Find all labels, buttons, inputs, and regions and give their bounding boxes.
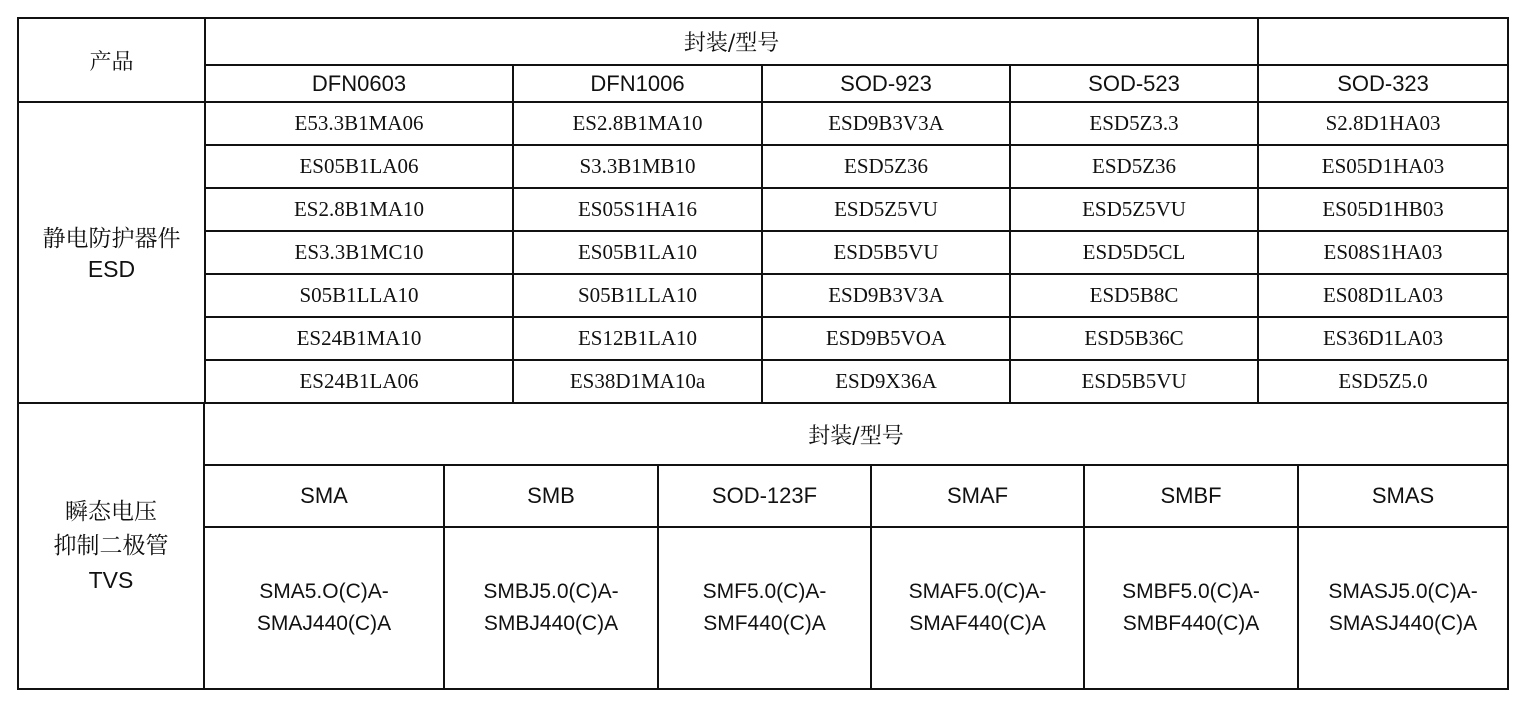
table-cell: ES05D1HA03: [1258, 145, 1508, 188]
tvs-package-header: 封装/型号: [204, 403, 1508, 465]
esd-product-label: [18, 102, 205, 403]
table-cell: E53.3B1MA06: [205, 102, 513, 145]
table-cell: ES05B1LA06: [205, 145, 513, 188]
table-cell: ESD5B36C: [1010, 317, 1258, 360]
esd-table: [17, 17, 1509, 404]
table-cell: S2.8D1HA03: [1258, 102, 1508, 145]
table-cell: ES2.8B1MA10: [513, 102, 762, 145]
esd-product-code: ESD: [87, 256, 136, 282]
model-range-end: SMAJ440(C)A: [256, 612, 392, 635]
model-range-start: SMASJ5.0(C)A-: [1328, 580, 1478, 603]
table-cell: S05B1LLA10: [205, 274, 513, 317]
table-cell: ES2.8B1MA10: [205, 188, 513, 231]
table-cell: ESD5Z5VU: [1010, 188, 1258, 231]
tvs-package-smas: SMAS: [1298, 465, 1508, 527]
model-range-start: SMBF5.0(C)A-: [1122, 580, 1260, 603]
table-cell: ESD9X36A: [762, 360, 1010, 403]
table-cell: ES08S1HA03: [1258, 231, 1508, 274]
esd-package-dfn0603: DFN0603: [205, 65, 513, 102]
table-cell: ESD5B8C: [1010, 274, 1258, 317]
table-cell: ESD5Z36: [1010, 145, 1258, 188]
table-cell: ES3.3B1MC10: [205, 231, 513, 274]
table-cell: S3.3B1MB10: [513, 145, 762, 188]
table-cell: ESD9B3V3A: [762, 102, 1010, 145]
tvs-package-sod123f: SOD-123F: [658, 465, 871, 527]
table-cell: ES36D1LA03: [1258, 317, 1508, 360]
tvs-product-name-line2: 抑制二极管: [53, 533, 169, 559]
esd-package-header: 封装/型号: [205, 18, 1258, 65]
esd-package-sod323: SOD-323: [1258, 65, 1508, 102]
model-range-start: SMF5.0(C)A-: [702, 580, 827, 603]
tvs-table: [17, 402, 1509, 690]
model-range-end: SMF440(C)A: [703, 612, 826, 635]
table-cell: ESD5B5VU: [762, 231, 1010, 274]
model-range-start: SMA5.O(C)A-: [259, 580, 389, 603]
model-range-start: SMAF5.0(C)A-: [908, 580, 1047, 603]
model-range-start: SMBJ5.0(C)A-: [483, 580, 619, 603]
table-cell: ES08D1LA03: [1258, 274, 1508, 317]
table-cell: ES05S1HA16: [513, 188, 762, 231]
table-cell: ESD5Z3.3: [1010, 102, 1258, 145]
model-range-end: SMAF440(C)A: [909, 612, 1046, 635]
tvs-model-range: [1298, 527, 1508, 689]
product-header: 产品: [18, 18, 205, 102]
table-cell: ES24B1MA10: [205, 317, 513, 360]
tvs-package-sma: SMA: [204, 465, 444, 527]
model-range-end: SMASJ440(C)A: [1328, 612, 1478, 635]
tvs-model-range: [658, 527, 871, 689]
tvs-model-range: [871, 527, 1084, 689]
tvs-model-range: [204, 527, 444, 689]
model-range-end: SMBJ440(C)A: [483, 612, 619, 635]
esd-package-sod923: SOD-923: [762, 65, 1010, 102]
esd-package-dfn1006: DFN1006: [513, 65, 762, 102]
table-cell: ESD5Z5VU: [762, 188, 1010, 231]
tvs-package-smaf: SMAF: [871, 465, 1084, 527]
esd-product-name: 静电防护器件: [42, 226, 181, 252]
empty-header-cell: [1258, 18, 1508, 65]
table-cell: ESD9B3V3A: [762, 274, 1010, 317]
table-cell: ESD5Z5.0: [1258, 360, 1508, 403]
tvs-product-label: [18, 403, 204, 689]
table-cell: S05B1LLA10: [513, 274, 762, 317]
table-cell: ES24B1LA06: [205, 360, 513, 403]
esd-package-sod523: SOD-523: [1010, 65, 1258, 102]
table-cell: ES05D1HB03: [1258, 188, 1508, 231]
table-cell: ESD5D5CL: [1010, 231, 1258, 274]
tvs-model-range: [444, 527, 658, 689]
tvs-product-code: TVS: [88, 567, 134, 593]
table-cell: ES12B1LA10: [513, 317, 762, 360]
table-cell: ESD5Z36: [762, 145, 1010, 188]
table-cell: ESD9B5VOA: [762, 317, 1010, 360]
table-cell: ES38D1MA10a: [513, 360, 762, 403]
tvs-product-name-line1: 瞬态电压: [65, 499, 157, 525]
table-cell: ESD5B5VU: [1010, 360, 1258, 403]
tvs-package-smb: SMB: [444, 465, 658, 527]
tvs-package-smbf: SMBF: [1084, 465, 1298, 527]
table-cell: ES05B1LA10: [513, 231, 762, 274]
model-range-end: SMBF440(C)A: [1122, 612, 1260, 635]
tvs-model-range: [1084, 527, 1298, 689]
